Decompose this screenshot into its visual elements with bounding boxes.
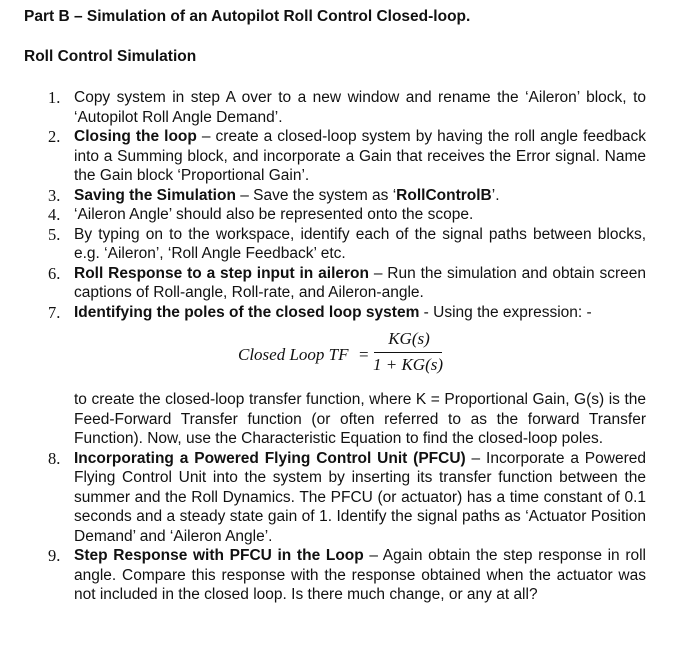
item-number: 3. (48, 185, 61, 205)
list-item-3 (46, 186, 646, 206)
item-number: 2. (48, 127, 61, 146)
item-text: Copy system in step A over to a new window and rename the ‘Aileron’ block, to ‘Autopilot Roll Angle Demand’. (74, 89, 646, 126)
list-item-2 (46, 127, 646, 186)
list-item-1 (46, 88, 646, 127)
item-number: 7. (48, 302, 61, 322)
item-text: – Incorporate a Powered Flying Control Unit into the system by inserting its transfer function between the summer and the Roll Dynamics. The PFCU (or actuator) has a time constant of 0.1 seconds and a steady state gain of 1. Identify the signal paths as ‘Actuator Position Demand’ and ‘Aileron Angle’. (74, 449, 646, 545)
section-heading: Roll Control Simulation (24, 48, 197, 65)
item-text: – create a closed-loop system by having the roll angle feedback into a Summing block, and incorporate a Gain that receives the Error signal. Name the Gain block ‘Proportional Gain’. (74, 128, 646, 184)
item-bold-lead: Step Response with PFCU in the Loop (74, 547, 364, 564)
item-bold-lead: Roll Response to a step input in aileron (74, 264, 369, 282)
transfer-function-formula (74, 325, 646, 387)
item-text: – Run the simulation and obtain screen captions of Roll-angle, Roll-rate, and Aileron-angle. (74, 264, 646, 301)
item-number: 6. (48, 263, 61, 283)
formula-label: Closed Loop TF (238, 345, 349, 364)
list-item-7 (46, 303, 646, 449)
list-item-4 (46, 205, 646, 225)
fraction-bar (374, 352, 442, 353)
instruction-list (46, 88, 646, 605)
item-text-continued: to create the closed-loop transfer function, where K = Proportional Gain, G(s) is the Feed-Forward Transfer function (or often referred to as the forward Transfer Function). Now, use the Characteristic Equation to find the closed-loop poles. (74, 391, 646, 447)
formula-equals: = (359, 345, 369, 364)
item-text: - Using the expression: - (419, 303, 592, 321)
list-item-8 (46, 449, 646, 547)
item-text: ‘Aileron Angle’ should also be represented onto the scope. (74, 206, 474, 223)
item-number: 9. (48, 546, 61, 565)
item-bold-lead: Saving the Simulation (74, 186, 236, 204)
formula-denominator: 1 + KG(s) (372, 355, 444, 374)
file-name: RollControlB (396, 186, 492, 204)
item-text: – Again obtain the step response in roll angle. Compare this response with the response obtained when the actuator was not included in the closed loop. Is there much change, or any at all? (74, 547, 646, 603)
item-bold-lead: Closing the loop (74, 128, 197, 145)
list-item-6 (46, 264, 646, 303)
formula-numerator: KG(s) (388, 329, 430, 348)
document-title: Part B – Simulation of an Autopilot Roll Control Closed-loop. (24, 8, 471, 25)
item-text: By typing on to the workspace, identify each of the signal paths between blocks, e.g. ‘Aileron’, ‘Roll Angle Feedback’ etc. (74, 225, 646, 262)
item-text: – Save the system as ‘ (235, 186, 397, 204)
list-item-5 (46, 225, 646, 264)
item-number: 4. (48, 205, 61, 224)
item-bold-lead: Incorporating a Powered Flying Control Unit (PFCU) (74, 449, 466, 467)
list-item-9 (46, 546, 646, 605)
item-number: 5. (48, 224, 61, 244)
item-bold-lead: Identifying the poles of the closed loop system (74, 303, 420, 321)
item-number: 1. (48, 88, 61, 107)
item-text-end: ’. (491, 186, 500, 204)
item-number: 8. (48, 448, 61, 468)
